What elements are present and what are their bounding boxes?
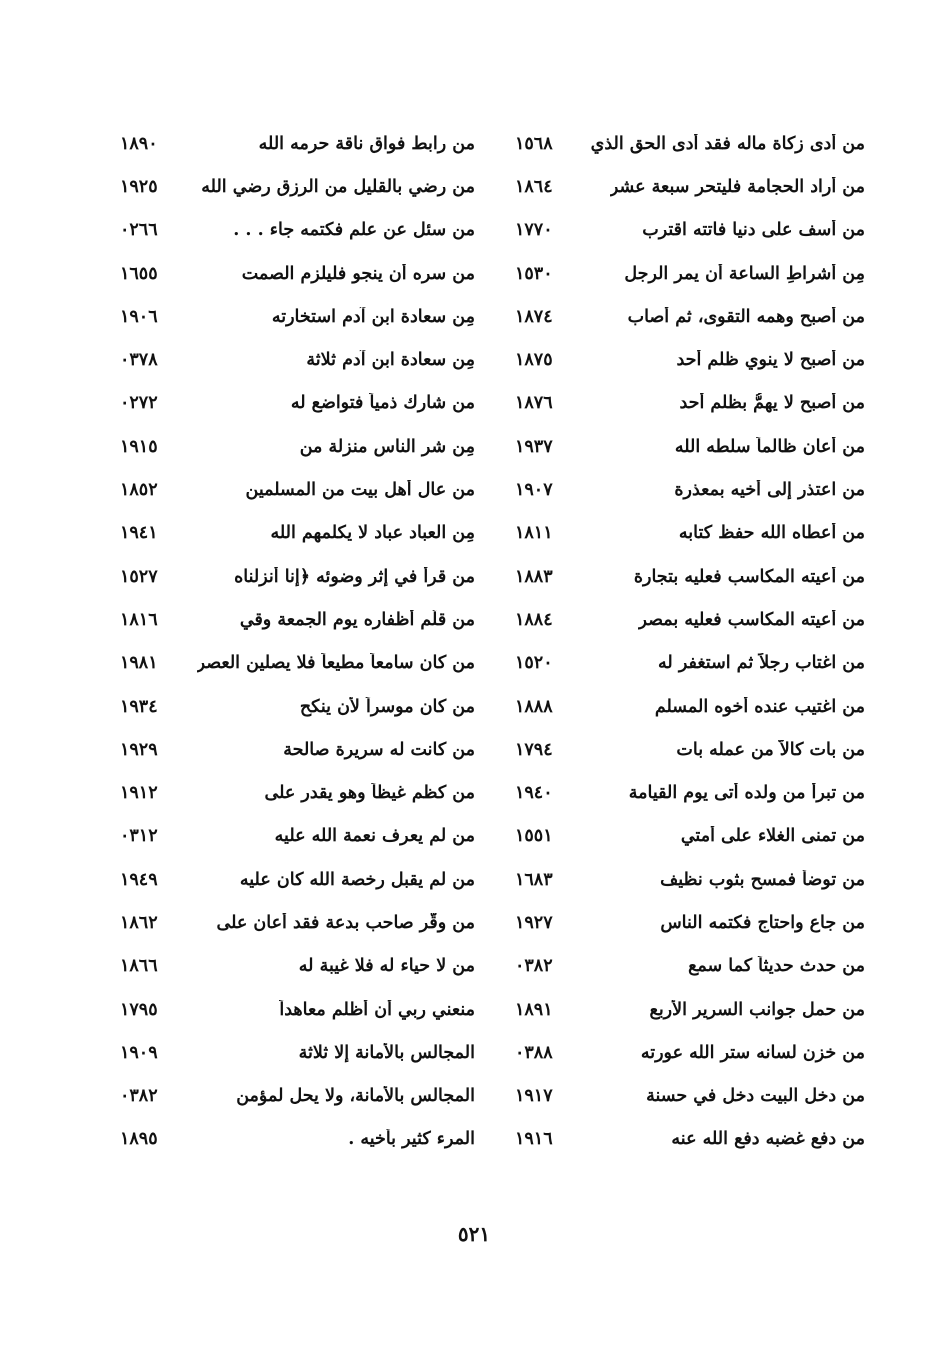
entry-text: من حمل جوانب السرير الأربع (649, 999, 865, 1020)
entry-text: من اغتيب عنده أخوه المسلم (654, 696, 865, 717)
index-entry (120, 122, 475, 165)
index-entry (120, 468, 475, 511)
entry-text: من كظم غيظاً وهو يقدر على (264, 783, 475, 804)
index-entry (515, 1118, 865, 1161)
entry-text: من دفع غضبه دفع الله عنه (671, 1129, 865, 1150)
index-entry (120, 642, 475, 685)
index-entry (120, 209, 475, 252)
entry-text: من اغتاب رجلاً ثم استغفر له (658, 653, 865, 674)
index-entry (515, 338, 865, 381)
index-entry (120, 771, 475, 814)
index-entry (120, 901, 475, 944)
entry-text: من أصبح لا يهمُّ بظلم أحد (679, 393, 865, 414)
entry-number: ١٩٢٧ (515, 912, 553, 933)
entry-number: ١٩٠٩ (120, 1042, 158, 1063)
index-entry (515, 901, 865, 944)
entry-number: ١٦٥٥ (120, 263, 158, 284)
index-entry (515, 598, 865, 641)
entry-number: ١٨١١ (515, 523, 553, 544)
entry-number: ٠٢٧٢ (120, 393, 158, 414)
entry-number: ١٨٦٢ (120, 912, 158, 933)
page-number: ٥٢١ (457, 1222, 491, 1246)
entry-number: ١٦٨٣ (515, 869, 553, 890)
entry-text: من كانت له سريرة صالحة (283, 739, 475, 760)
entry-number: ١٨١٦ (120, 609, 158, 630)
entry-number: ١٩٢٥ (120, 176, 158, 197)
entry-number: ١٨٨٣ (515, 566, 553, 587)
index-entry (120, 1118, 475, 1161)
entry-number: ١٩١٧ (515, 1086, 553, 1107)
entry-text: من عال أهل بيت من المسلمين (245, 480, 475, 501)
entry-number: ١٨٨٤ (515, 609, 553, 630)
entry-text: من قلَّم أظفاره يوم الجمعة وقي (239, 609, 475, 630)
index-column-right (515, 122, 865, 1161)
entry-number: ٠٣١٢ (120, 826, 158, 847)
entry-number: ١٥٦٨ (515, 133, 553, 154)
entry-text: مِن العباد عباد لا يكلمهم الله (270, 523, 475, 544)
entry-text: من وقَّر صاحب بدعة فقد أعان على (216, 912, 475, 933)
entry-number: ١٨٩٠ (120, 133, 158, 154)
entry-number: ١٨٧٥ (515, 350, 553, 371)
entry-text: من كان موسراً لأن ينكح (299, 696, 475, 717)
entry-number: ١٩٠٦ (120, 306, 158, 327)
index-entry (120, 598, 475, 641)
index-entry (515, 945, 865, 988)
entry-text: من أصبح لا ينوي ظلم أحد (676, 350, 865, 371)
entry-text: من أعيته المكاسب فعليه بتجارة (633, 566, 865, 587)
entry-text: من جاع واحتاج فكتمه الناس (660, 912, 865, 933)
index-entry (120, 815, 475, 858)
index-entry (515, 728, 865, 771)
entry-number: ١٥٢٠ (515, 653, 553, 674)
entry-text: المرء كثير بأخيه . (348, 1129, 475, 1150)
entry-text: من لا حياء له فلا غيبة له (298, 956, 475, 977)
entry-number: ٠٢٦٦ (120, 220, 158, 241)
entry-text: من سره أن ينجو فليلزم الصمت (241, 263, 475, 284)
entry-number: ١٩٤٩ (120, 869, 158, 890)
entry-text: من تمنى الغلاء على أمتي (680, 826, 865, 847)
entry-number: ١٥٣٠ (515, 263, 553, 284)
index-entry (120, 858, 475, 901)
entry-number: ١٩١٢ (120, 783, 158, 804)
entry-text: من دخل البيت دخل في حسنة (646, 1086, 865, 1107)
entry-number: ١٨٨٨ (515, 696, 553, 717)
entry-number: ٠٣٨٢ (120, 1086, 158, 1107)
entry-number: ١٩٣٤ (120, 696, 158, 717)
entry-text: مِن سعادة ابن آدم استخارته (271, 306, 475, 327)
index-entry (515, 1031, 865, 1074)
entry-number: ١٩١٦ (515, 1129, 553, 1150)
entry-number: ١٨٩١ (515, 999, 553, 1020)
entry-text: من رابط فواق ناقة حرمه الله (258, 133, 475, 154)
entry-text: المجالس بالأمانة إلا ثلاثة (298, 1042, 475, 1063)
entry-number: ١٩٠٧ (515, 480, 553, 501)
index-entry (120, 252, 475, 295)
index-entry (515, 771, 865, 814)
entry-text: من بات كالاًّ من عمله بات (676, 739, 865, 760)
index-entry (515, 858, 865, 901)
index-entry (120, 295, 475, 338)
entry-number: ١٩١٥ (120, 436, 158, 457)
entry-text: من لم يعرف نعمة الله عليه (274, 826, 475, 847)
entry-text: من رضي بالقليل من الرزق رضي الله (201, 176, 475, 197)
index-entry (120, 555, 475, 598)
index-entry (515, 295, 865, 338)
index-entry (515, 815, 865, 858)
index-entry (515, 555, 865, 598)
entry-text: من توضأ فمسح بثوب نظيف (660, 869, 865, 890)
entry-number: ١٨٧٦ (515, 393, 553, 414)
index-entry (515, 468, 865, 511)
entry-number: ١٥٢٧ (120, 566, 158, 587)
index-column-left (120, 122, 475, 1161)
index-entry (515, 425, 865, 468)
entry-number: ٠٣٨٢ (515, 956, 553, 977)
index-entry (515, 122, 865, 165)
entry-number: ١٨٦٦ (120, 956, 158, 977)
index-entry (515, 988, 865, 1031)
entry-number: ١٧٧٠ (515, 220, 553, 241)
entry-text: من خزن لسانه ستر الله عورته (640, 1042, 865, 1063)
entry-number: ١٨٩٥ (120, 1129, 158, 1150)
entry-text: من حدث حديثاً كما سمع (688, 956, 865, 977)
entry-text: من كان سامعاً مطيعاً فلا يصلين العصر (196, 653, 475, 674)
entry-text: من أسف على دنيا فاتته اقترب (642, 220, 865, 241)
index-entry (515, 382, 865, 425)
entry-number: ٠٣٧٨ (120, 350, 158, 371)
index-entry (120, 382, 475, 425)
entry-text: من أدى زكاة ماله فقد أدى الحق الذي (590, 133, 865, 154)
entry-text: المجالس بالأمانة، ولا يحل لمؤمن (236, 1086, 475, 1107)
entry-text: من قرأ في إثر وضوئه ﴿إنا أنزلناه (234, 566, 475, 587)
entry-text: مِن أشراطِ الساعة أن يمر الرجل (624, 263, 865, 284)
index-entry (515, 1075, 865, 1118)
entry-number: ٠٣٨٨ (515, 1042, 553, 1063)
entry-text: من أعيته المكاسب فعليه بمصر (638, 609, 865, 630)
index-entry (120, 945, 475, 988)
index-entry (515, 165, 865, 208)
entry-number: ١٩٤٠ (515, 783, 553, 804)
entry-number: ١٨٥٢ (120, 480, 158, 501)
entry-number: ١٩٣٧ (515, 436, 553, 457)
entry-number: ١٩٤١ (120, 523, 158, 544)
entry-text: من تبرأ من ولده أتى يوم القيامة (628, 783, 865, 804)
entry-number: ١٧٩٤ (515, 739, 553, 760)
index-entry (120, 1031, 475, 1074)
entry-number: ١٨٧٤ (515, 306, 553, 327)
index-entry (120, 512, 475, 555)
index-entry (515, 642, 865, 685)
index-entry (515, 512, 865, 555)
entry-number: ١٩٢٩ (120, 739, 158, 760)
entry-text: من أراد الحجامة فليتحر سبعة عشر (609, 176, 865, 197)
index-entry (120, 338, 475, 381)
entry-text: من سئل عن علم فكتمه جاء . . . (233, 220, 475, 241)
index-entry (120, 988, 475, 1031)
entry-text: من أعطاه الله حفظ كتابه (678, 523, 865, 544)
index-entry (120, 685, 475, 728)
entry-text: مِن شر الناس منزلة من (299, 436, 475, 457)
index-entry (120, 728, 475, 771)
entry-text: من أصبح وهمه التقوى، ثم أصاب (627, 306, 865, 327)
entry-number: ١٧٩٥ (120, 999, 158, 1020)
index-entry (120, 425, 475, 468)
index-entry (515, 209, 865, 252)
entry-number: ١٨٦٤ (515, 176, 553, 197)
entry-number: ١٥٥١ (515, 826, 553, 847)
entry-text: من اعتذر إلى أخيه بمعذرة (674, 480, 865, 501)
index-entry (120, 165, 475, 208)
entry-text: من أعان ظالماً سلطه الله (674, 436, 865, 457)
entry-number: ١٩٨١ (120, 653, 158, 674)
index-entry (515, 685, 865, 728)
entry-text: مِن سعادة ابن آدم ثلاثة (306, 350, 475, 371)
entry-text: منعني ربي أن أظلم معاهداً (279, 999, 475, 1020)
entry-text: من شارك ذمياً فتواضع له (290, 393, 475, 414)
index-entry (515, 252, 865, 295)
index-entry (120, 1075, 475, 1118)
entry-text: من لم يقبل رخصة الله كان عليه (239, 869, 475, 890)
